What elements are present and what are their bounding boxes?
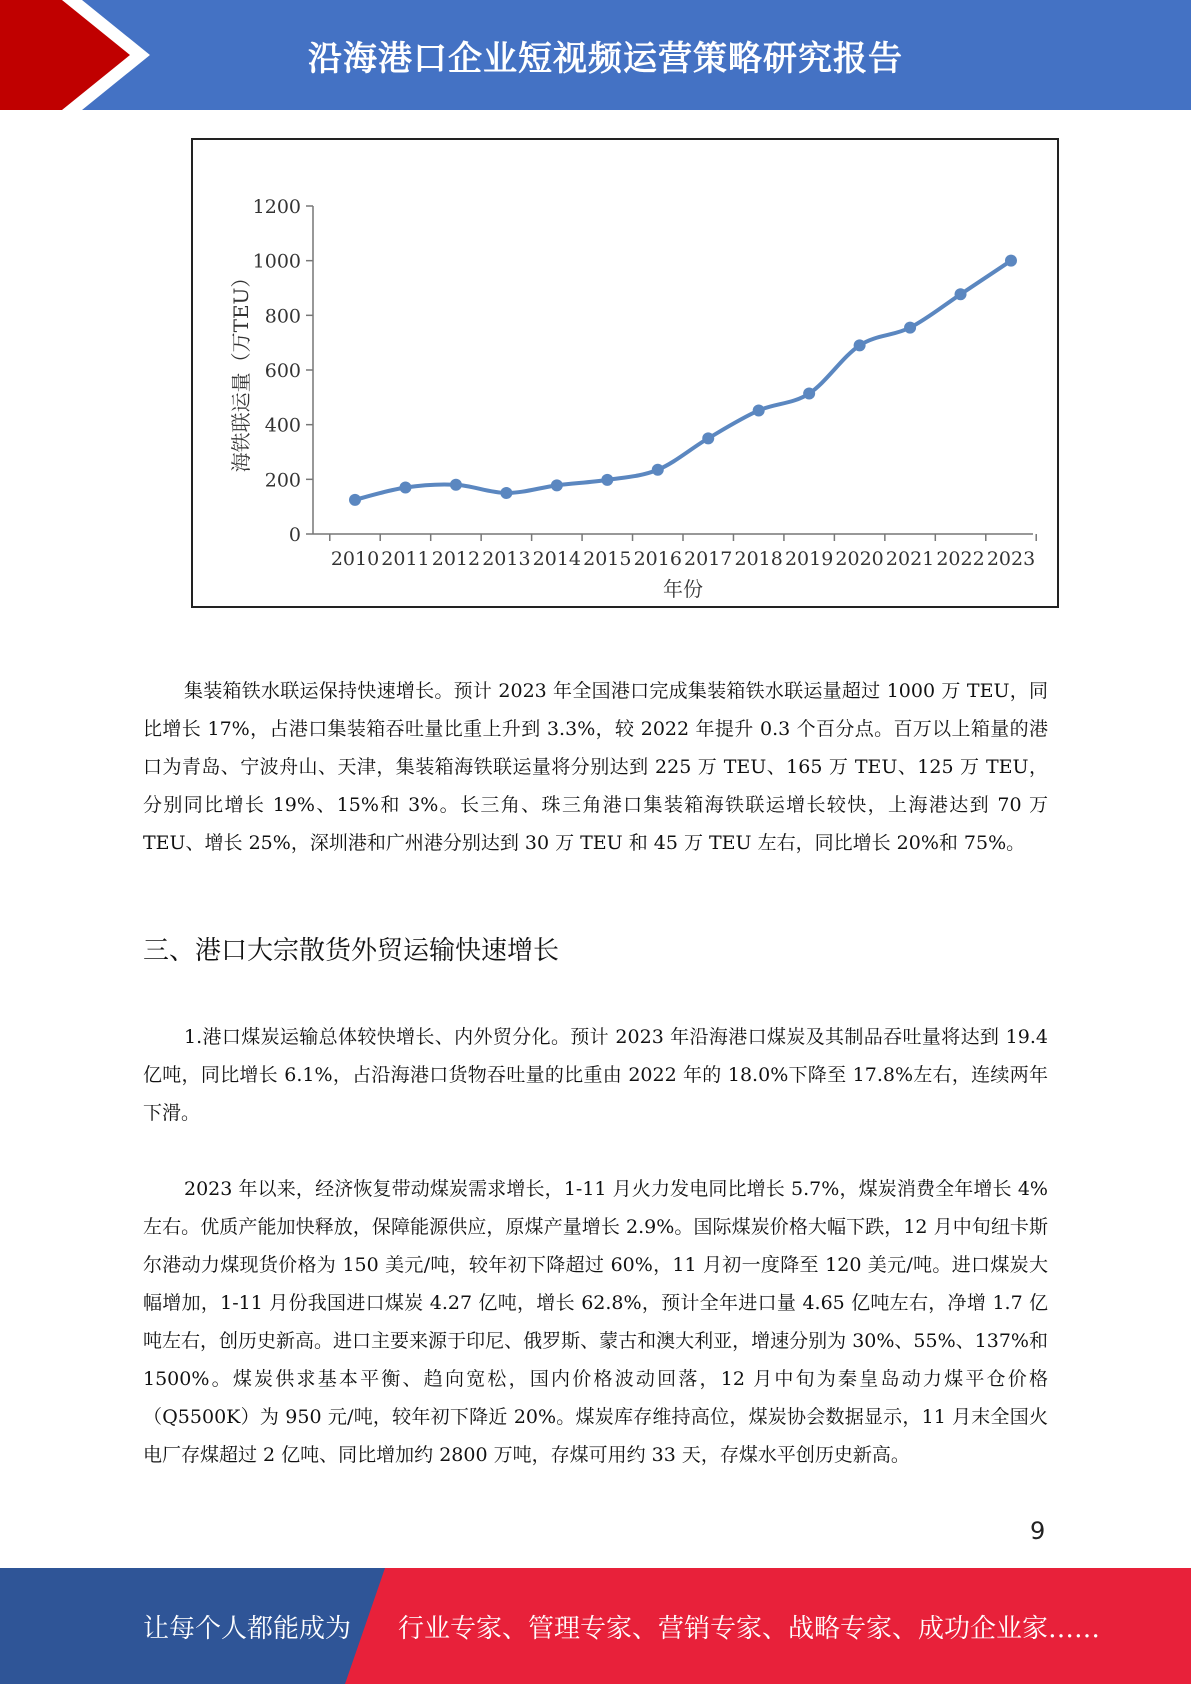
data-point [399,482,411,494]
series-line [355,261,1011,500]
data-point [753,404,765,416]
x-tick-label: 2019 [784,548,834,570]
y-tick-label: 600 [264,360,301,382]
x-tick-label: 2020 [835,548,884,570]
y-tick-label: 200 [264,469,301,492]
report-title: 沿海港口企业短视频运营策略研究报告 [308,38,903,79]
x-axis-label: 年份 [663,577,703,601]
x-tick-label: 2012 [431,548,481,570]
x-tick-label: 2018 [734,548,783,570]
data-point [551,479,563,491]
data-point [904,322,916,334]
data-point [601,474,613,486]
x-tick-label: 2017 [684,548,733,570]
paragraph-coal-detail: 2023 年以来，经济恢复带动煤炭需求增长，1-11 月火力发电同比增长 5.7%，煤炭消费全年增长 4%左右。优质产能加快释放，保障能源供应，原煤产量增长 2.9%。国际煤炭价格大幅下跌，12 月中旬纽卡斯尔港动力煤现货价格为 150 美元/吨，较年初下降超过 60%，11 月初一度降至 120 美元/吨。进口煤炭大幅增加，1-11 月份我国进口煤炭 4.27 亿吨，增长 62.8%，预计全年进口量 4.65 亿吨左右，净增 1.7 亿吨左右，创历史新高。进口主要来源于印尼、俄罗斯、蒙古和澳大利亚，增速分别为 30%、55%、137%和 1500%。煤炭供求基本平衡、趋向宽松，国内价格波动回落，12 月中旬为秦皇岛动力煤平仓价格（Q5500K）为 950 元/吨，较年初下降近 20%。煤炭库存维持高位，煤炭协会数据显示，11 月末全国火电厂存煤超过 2 亿吨、同比增加约 2800 万吨，存煤可用约 33 天，存煤水平创历史新高。 [143,1178,1048,1466]
line-chart [191,138,1059,608]
chart-svg [193,140,1057,606]
data-point [450,479,462,491]
x-tick-label: 2016 [633,548,682,570]
data-point [702,432,714,444]
y-tick-label: 0 [288,524,301,546]
x-axis [313,534,1036,570]
y-tick-label: 800 [264,305,301,328]
paragraph-rail-water-transport: 集装箱铁水联运保持快速增长。预计 2023 年全国港口完成集装箱铁水联运量超过 1000 万 TEU，同比增长 17%，占港口集装箱吞吐量比重上升到 3.3%，较 2022 年提升 0.3 个百分点。百万以上箱量的港口为青岛、宁波舟山、天津，集装箱海铁联运量将分别达到 225 万 TEU、165 万 TEU、125 万 TEU，分别同比增长 19%、15%和 3%。长三角、珠三角港口集装箱海铁联运增长较快，上海港达到 70 万 TEU、增长 25%，深圳港和广州港分别达到 30 万 TEU 和 45 万 TEU 左右，同比增长 20%和 75%。 [143,680,1048,854]
x-tick-label: 2015 [583,548,632,570]
y-tick-label: 1000 [252,250,301,273]
y-axis-label: 海铁联运量（万TEU） [229,267,253,473]
section-heading: 三、港口大宗散货外贸运输快速增长 [143,936,560,966]
footer-slogan-right: 行业专家、管理专家、营销专家、战略专家、成功企业家…… [398,1613,1101,1644]
x-tick-label: 2021 [885,548,935,570]
x-tick-label: 2011 [381,548,430,570]
x-tick-label: 2023 [986,548,1036,570]
data-point [854,339,866,351]
y-tick-label: 1200 [252,196,301,218]
paragraph-coal-overview: 1.港口煤炭运输总体较快增长、内外贸分化。预计 2023 年沿海港口煤炭及其制品吞吐量将达到 19.4 亿吨，同比增长 6.1%，占沿海港口货物吞吐量的比重由 2022 年的 18.0%下降至 17.8%左右，连续两年下滑。 [143,1026,1048,1124]
series-points [349,255,1017,506]
page-number: 9 [1030,1517,1046,1545]
header-banner [0,0,1191,110]
x-tick-label: 2014 [532,548,582,570]
footer-slogan-left: 让每个人都能成为 [143,1613,352,1644]
data-point [500,487,512,499]
x-tick-label: 2022 [936,548,985,570]
footer-banner [0,1568,1191,1684]
y-axis [253,196,313,546]
x-tick-label: 2010 [330,548,380,570]
data-point [955,288,967,300]
y-tick-label: 400 [264,414,301,437]
data-point [652,464,664,476]
data-point [349,494,361,506]
data-point [803,388,815,400]
data-point [1005,255,1017,267]
x-tick-label: 2013 [482,548,531,570]
